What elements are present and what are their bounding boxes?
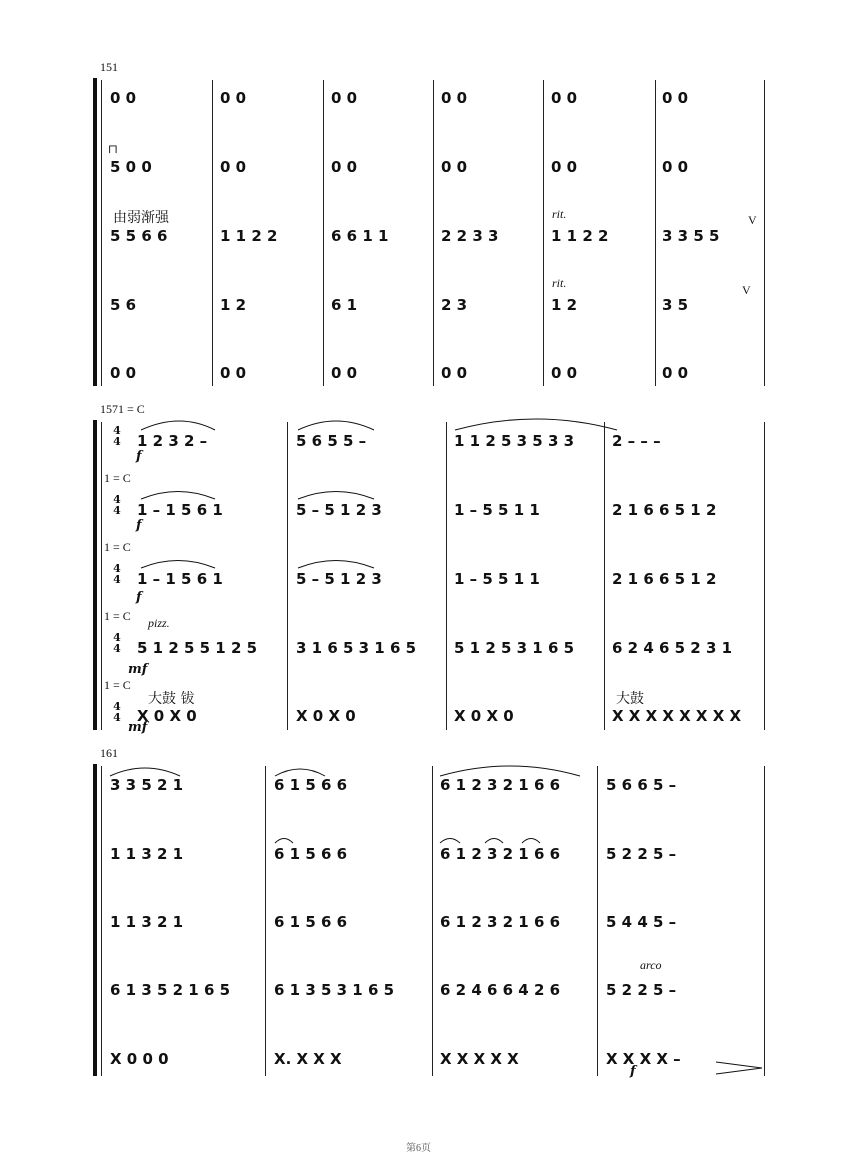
- hairpin: [716, 1062, 762, 1074]
- time-sig-top: 4: [113, 631, 121, 644]
- arco-marking: arco: [640, 958, 662, 972]
- note-cell: 6 2 4 6 6 4 2 6: [440, 981, 561, 999]
- note-cell: 6 1 3 5 3 1 6 5: [274, 981, 395, 999]
- slur: [522, 839, 540, 844]
- note-cell: 6 1 2 3 2 1 6 6: [440, 776, 561, 794]
- measure-number-151: 151: [100, 60, 118, 74]
- note-cell: 0 0: [331, 158, 358, 176]
- note-cell: 6 1 2 3 2 1 6 6: [440, 913, 561, 931]
- dynamic-mf: mf: [128, 720, 148, 735]
- note-cell: X 0 X 0: [296, 707, 356, 725]
- bow-up-mark: V: [742, 283, 751, 297]
- note-cell: 1 1 2 2: [551, 227, 609, 245]
- note-cell: 1 2: [220, 296, 247, 314]
- note-cell: 1 2: [551, 296, 578, 314]
- pizz-marking: pizz.: [148, 616, 170, 630]
- page-footer: 第6页: [406, 1143, 431, 1154]
- note-cell: X X X X –: [606, 1050, 681, 1068]
- note-cell: X 0 0 0: [110, 1050, 169, 1068]
- time-sig-bottom: 4: [113, 504, 121, 517]
- note-cell: 6 1 3 5 2 1 6 5: [110, 981, 231, 999]
- note-cell: 5 4 4 5 –: [606, 913, 677, 931]
- note-cell: 6 1: [331, 296, 358, 314]
- measure-number-157: 157: [100, 402, 118, 416]
- note-cell: 3 3 5 5: [662, 227, 720, 245]
- note-cell: 6 1 2 3 2 1 6 6: [440, 845, 561, 863]
- drum-label: 大鼓 钹: [148, 691, 195, 707]
- time-sig-bottom: 4: [113, 435, 121, 448]
- note-cell: 2 1 6 6 5 1 2: [612, 501, 717, 519]
- dynamic-f: f: [136, 590, 142, 605]
- rit-marking: rit.: [552, 207, 567, 221]
- time-sig-top: 4: [113, 562, 121, 575]
- key-signature: 1 = C: [104, 678, 131, 692]
- time-sig-top: 4: [113, 493, 121, 506]
- dynamic-f: f: [136, 449, 142, 464]
- note-cell: 5 2 2 5 –: [606, 981, 677, 999]
- note-cell: 5 2 2 5 –: [606, 845, 677, 863]
- time-sig-bottom: 4: [113, 711, 121, 724]
- note-cell: 2 3: [441, 296, 468, 314]
- key-signature: 1 = C: [104, 540, 131, 554]
- key-signature: 1 = C: [118, 402, 145, 416]
- note-cell: X X X X X X X X: [612, 707, 742, 725]
- note-cell: 1 1 3 2 1: [110, 913, 184, 931]
- note-cell: 1 – 5 5 1 1: [454, 570, 540, 588]
- note-cell: 1 – 1 5 6 1: [137, 501, 223, 519]
- expression-text: 由弱渐强: [113, 210, 169, 226]
- note-cell: 0 0: [331, 364, 358, 382]
- note-cell: 6 6 1 1: [331, 227, 389, 245]
- time-sig-bottom: 4: [113, 573, 121, 586]
- time-sig-top: 4: [113, 700, 121, 713]
- note-cell: 0 0: [220, 158, 247, 176]
- dynamic-f: f: [630, 1064, 636, 1079]
- note-cell: 2 2 3 3: [441, 227, 499, 245]
- note-cell: 6 1 5 6 6: [274, 845, 348, 863]
- note-cell: 3 3 5 2 1: [110, 776, 184, 794]
- key-signature: 1 = C: [104, 609, 131, 623]
- note-cell: 0 0: [662, 364, 689, 382]
- time-sig-bottom: 4: [113, 642, 121, 655]
- note-cell: 0 0: [551, 158, 578, 176]
- bow-up-mark: V: [748, 213, 757, 227]
- note-cell: 0 0: [662, 158, 689, 176]
- note-cell: X X X X X: [440, 1050, 519, 1068]
- note-cell: 0 0: [441, 364, 468, 382]
- slur: [110, 768, 180, 776]
- note-cell: 6 2 4 6 5 2 3 1: [612, 639, 733, 657]
- note-cell: 0 0: [110, 89, 137, 107]
- note-cell: 5 1 2 5 3 1 6 5: [454, 639, 575, 657]
- note-cell: 5 6: [110, 296, 137, 314]
- note-cell: 5 1 2 5 5 1 2 5: [137, 639, 258, 657]
- note-cell: 0 0: [662, 89, 689, 107]
- note-cell: 5 5 6 6: [110, 227, 168, 245]
- drum-label: 大鼓: [616, 691, 644, 707]
- bow-down-mark: ⊓: [108, 142, 119, 156]
- note-cell: 0 0: [441, 89, 468, 107]
- note-cell: 1 1 2 5 3 5 3 3: [454, 432, 575, 450]
- key-signature: 1 = C: [104, 471, 131, 485]
- note-cell: X 0 X 0: [454, 707, 514, 725]
- note-cell: 0 0: [551, 364, 578, 382]
- note-cell: 1 2 3 2 –: [137, 432, 208, 450]
- note-cell: 3 1 6 5 3 1 6 5: [296, 639, 417, 657]
- dynamic-mf: mf: [128, 662, 148, 677]
- note-cell: 0 0: [331, 89, 358, 107]
- note-cell: 0 0: [220, 89, 247, 107]
- slur: [275, 839, 293, 844]
- slur: [440, 766, 580, 776]
- slur: [485, 839, 503, 844]
- slur: [440, 839, 460, 844]
- note-cell: 6 1 5 6 6: [274, 776, 348, 794]
- slur: [275, 769, 325, 776]
- note-cell: 1 1 3 2 1: [110, 845, 184, 863]
- note-cell: 5 – 5 1 2 3: [296, 501, 382, 519]
- rit-marking: rit.: [552, 276, 567, 290]
- note-cell: 0 0: [551, 89, 578, 107]
- note-cell: 0 0: [110, 364, 137, 382]
- note-cell: 5 – 5 1 2 3: [296, 570, 382, 588]
- note-cell: 0 0: [441, 158, 468, 176]
- note-cell: X. X X X: [274, 1050, 342, 1068]
- time-sig-top: 4: [113, 424, 121, 437]
- note-cell: 2 1 6 6 5 1 2: [612, 570, 717, 588]
- note-cell: 2 – – –: [612, 432, 661, 450]
- note-cell: 5 6 6 5 –: [606, 776, 677, 794]
- note-cell: 5 0 0: [110, 158, 152, 176]
- note-cell: 3 5: [662, 296, 689, 314]
- note-cell: 1 – 1 5 6 1: [137, 570, 223, 588]
- note-cell: 1 – 5 5 1 1: [454, 501, 540, 519]
- dynamic-f: f: [136, 518, 142, 533]
- note-cell: X 0 X 0: [137, 707, 197, 725]
- note-cell: 5 6 5 5 –: [296, 432, 367, 450]
- note-cell: 0 0: [220, 364, 247, 382]
- note-cell: 6 1 5 6 6: [274, 913, 348, 931]
- measure-number-161: 161: [100, 746, 118, 760]
- note-cell: 1 1 2 2: [220, 227, 278, 245]
